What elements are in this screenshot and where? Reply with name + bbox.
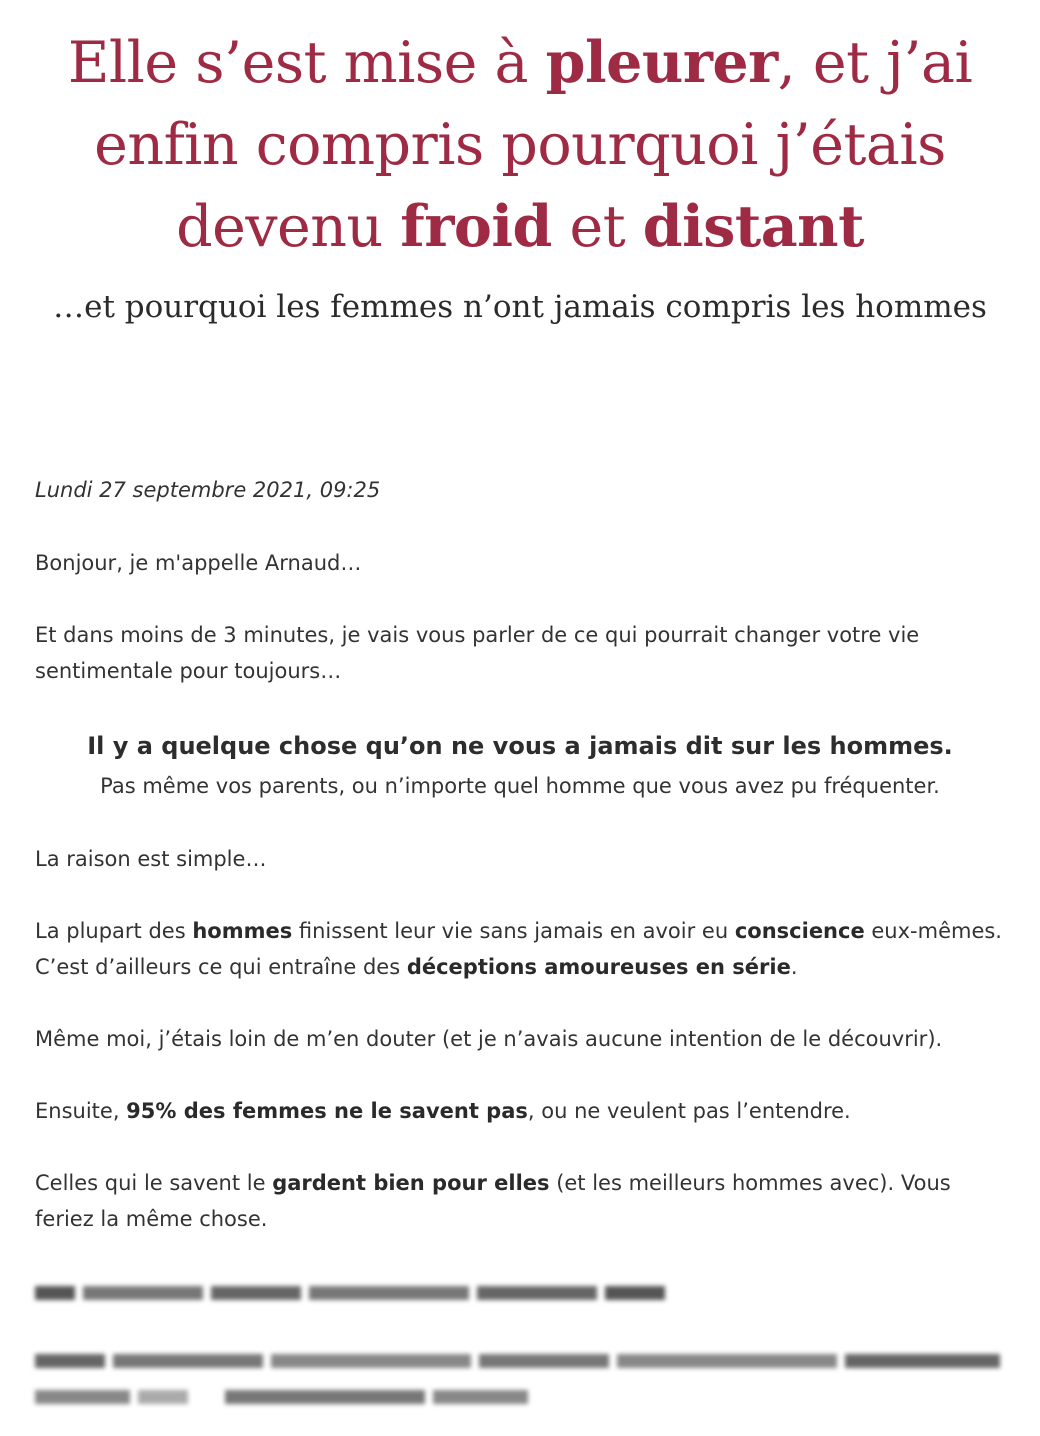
- headline-emphasis-distant: distant: [642, 193, 864, 260]
- me-too-paragraph: Même moi, j’étais loin de m’en douter (et je n’avais aucune intention de le découvrir).: [35, 1027, 943, 1051]
- emphasis-awareness: conscience: [734, 919, 865, 943]
- subheadline: …et pourquoi les femmes n’ont jamais compris les hommes: [53, 289, 987, 325]
- headline-emphasis-cry: pleurer: [545, 29, 778, 96]
- paragraph-text: finissent leur vie sans jamais en avoir eu: [292, 919, 735, 943]
- paragraph-text: La plupart des: [35, 919, 193, 943]
- hook-subtitle: Pas même vos parents, ou n’importe quel homme que vous avez pu fréquenter.: [100, 774, 940, 798]
- emphasis-statistic: 95% des femmes ne le savent pas: [126, 1099, 528, 1123]
- emphasis-disappointments: déceptions amoureuses en série: [406, 955, 791, 979]
- paragraph-text: Celles qui le savent le: [35, 1171, 273, 1195]
- headline-emphasis-cold: froid: [400, 193, 552, 260]
- greeting-paragraph: Bonjour, je m'appelle Arnaud…: [35, 551, 362, 575]
- headline: [20, 22, 1020, 268]
- most-men-paragraph: [35, 913, 1010, 985]
- blurred-paragraph: [35, 1352, 1000, 1412]
- blurred-text-placeholder: [35, 1282, 665, 1304]
- paragraph-text: .: [790, 955, 798, 979]
- headline-text: Elle s’est mise à: [67, 30, 546, 96]
- blurred-paragraph: [35, 1282, 665, 1304]
- statistic-paragraph: [35, 1093, 1010, 1129]
- reason-paragraph: La raison est simple…: [35, 847, 267, 871]
- headline-text: , et j’ai enfin compris pourquoi j’étais devenu: [94, 30, 973, 260]
- paragraph-text: (et les meilleurs hommes avec). Vous feriez la même chose.: [35, 1171, 951, 1231]
- emphasis-men: hommes: [192, 919, 293, 943]
- paragraph-text: eux-mêmes. C’est d’ailleurs ce qui entraîne des: [35, 919, 1002, 979]
- paragraph-text: Ensuite,: [35, 1099, 127, 1123]
- those-who-know-paragraph: [35, 1165, 1010, 1237]
- blurred-text-placeholder: [35, 1352, 1000, 1412]
- article-date: Lundi 27 septembre 2021, 09:25: [35, 478, 381, 502]
- paragraph-text: , ou ne veulent pas l’entendre.: [527, 1099, 851, 1123]
- hook-title: Il y a quelque chose qu’on ne vous a jamais dit sur les hommes.: [87, 732, 953, 760]
- intro-paragraph: Et dans moins de 3 minutes, je vais vous parler de ce qui pourrait changer votre vie sentimentale pour toujours…: [35, 623, 920, 683]
- emphasis-keep-it: gardent bien pour elles: [272, 1171, 550, 1195]
- headline-text: et: [551, 194, 643, 260]
